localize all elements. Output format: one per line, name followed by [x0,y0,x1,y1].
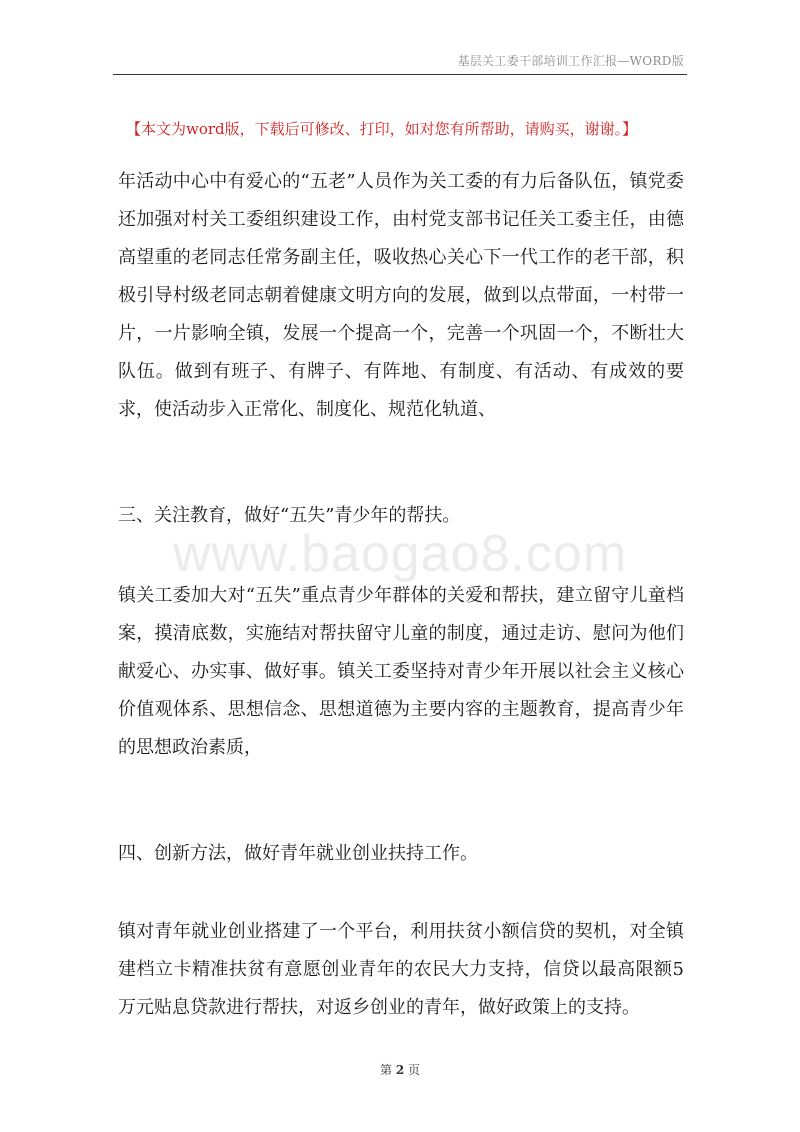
page-number-suffix: 页 [408,1063,421,1077]
page-number-prefix: 第 [379,1063,392,1077]
page-header-title: 基层关工委干部培训工作汇报—WORD版 [457,54,684,68]
watermark-text: www.baogao8.com [172,525,628,583]
paragraph-activity-center: 年活动中心中有爱心的“五老”人员作为关工委的有力后备队伍，镇党委还加强对村关工委组织建设工作，由村党支部书记任关工委主任，由德高望重的老同志任常务副主任，吸收热心关心下一代工作的老干部，积极引导村级老同志朝着健康文明方向的发展，做到以点带面，一村带一片，一片影响全镇，发展一个提高一个，完善一个巩固一个，不断壮大队伍。做到有班子、有牌子、有阵地、有制度、有活动、有成效的要求，使活动步入正常化、制度化、规范化轨道、 [118,171,684,420]
page-number: 2 [395,1063,405,1077]
page-number-footer [0,1061,800,1078]
paragraph-employment-support: 镇对青年就业创业搭建了一个平台，利用扶贫小额信贷的契机，对全镇建档立卡精准扶贫有意愿创业青年的农民大力支持，信贷以最高限额5万元贴息贷款进行帮扶，对返乡创业的青年，做好政策上的支持。 [118,921,684,1018]
paragraph-youth-care: 镇关工委加大对“五失”重点青少年群体的关爱和帮扶，建立留守儿童档案，摸清底数，实施结对帮扶留守儿童的制度，通过走访、慰问为他们献爱心、办实事、做好事。镇关工委坚持对青少年开展以社会主义核心价值观体系、思想信念、思想道德为主要内容的主题教育，提高青少年的思想政治素质， [118,585,684,758]
header-divider [113,74,687,75]
download-notice: 【本文为word版，下载后可修改、打印，如对您有所帮助，请购买，谢谢。】 [126,120,638,138]
section-heading-three: 三、关注教育，做好“五失”青少年的帮扶。 [118,505,461,526]
section-heading-four: 四、创新方法，做好青年就业创业扶持工作。 [118,843,478,864]
